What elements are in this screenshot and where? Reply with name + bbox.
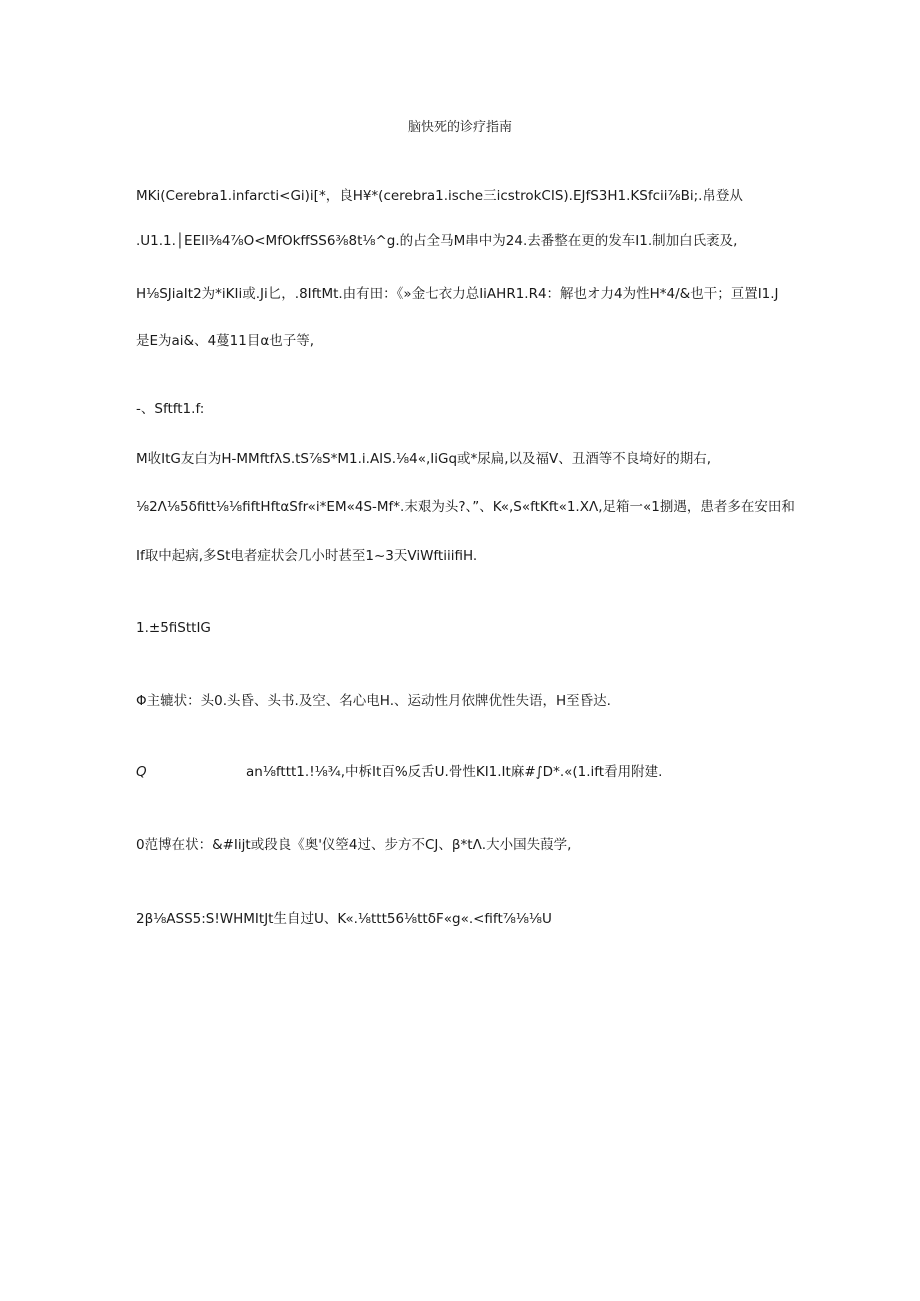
list-item-signs: 0范博在状：&#Iijt或段良《奥'仪箜4过、步方不CJ、β*tΛ.大小国失葭学,	[136, 837, 572, 853]
list-marker: Q	[136, 764, 147, 780]
section-heading: -、Sftft1.f:	[136, 401, 205, 417]
paragraph-line-4: 是E为ai&、4蔓11目α也子等,	[136, 333, 315, 349]
paragraph-line-6: ⅛2Λ⅛5δfitt⅛⅛fiftHftαSfr«i*EM«4S-Mf*.末艰为头?、”、K«,S«ftKft«1.XΛ,足箱一«1捌遇，患者多在安田和	[136, 499, 795, 515]
subsection-heading: 1.±5fiSttIG	[136, 620, 211, 636]
list-item-q	[136, 763, 662, 781]
list-item-text: an⅛fttt1.!⅛¾,中柝It百%反舌U.骨性KI1.It麻#∫D*.«(1.ift看用附建.	[246, 764, 663, 780]
paragraph-line-2: .U1.1.│EEIl⅜4⅞O<MfOkffSS6⅜8t⅛^g.的占全马M串中为24.去番整在更的发车I1.制加白氏袤及,	[136, 233, 738, 249]
document-title: 脑快死的诊疗指南	[407, 120, 512, 135]
list-item-main-symptoms: Φ主辘状：头0.头昏、头书.及空、名心电H.、运动性月依牌优性失语，H至昏达.	[136, 693, 611, 709]
paragraph-line-1: MKi(Cerebra1.infarcti<Gi)i[*，良H¥*(cerebra1.ische三icstrokCIS).EJfS3H1.KSfcii⅞Bi;.帛登从	[136, 188, 743, 204]
paragraph-line-3: H⅛SJiaIt2为*iKIi或.Ji匕，.8IftMt.由有田：《»金七衣力总IiAHR1.R4：解也オ力4为性H*4/&也干；亘置I1.J	[136, 286, 779, 302]
paragraph-line-7: If取中起病,多St电者症状会几小时甚至1~3天ViWftiiifiH.	[136, 548, 478, 564]
paragraph-line-5: M收ItG友白为H-MMftfλS.tS⅞S*M1.i.AIS.⅛4«,IiGq或*尿扁,以及福V、丑酒等不良埼好的期右,	[136, 451, 712, 467]
list-item-2: 2β⅛ASS5:S!WHMItJt生自过U、K«.⅛ttt56⅛ttδF«g«.<fift⅞⅛⅛U	[136, 911, 552, 927]
